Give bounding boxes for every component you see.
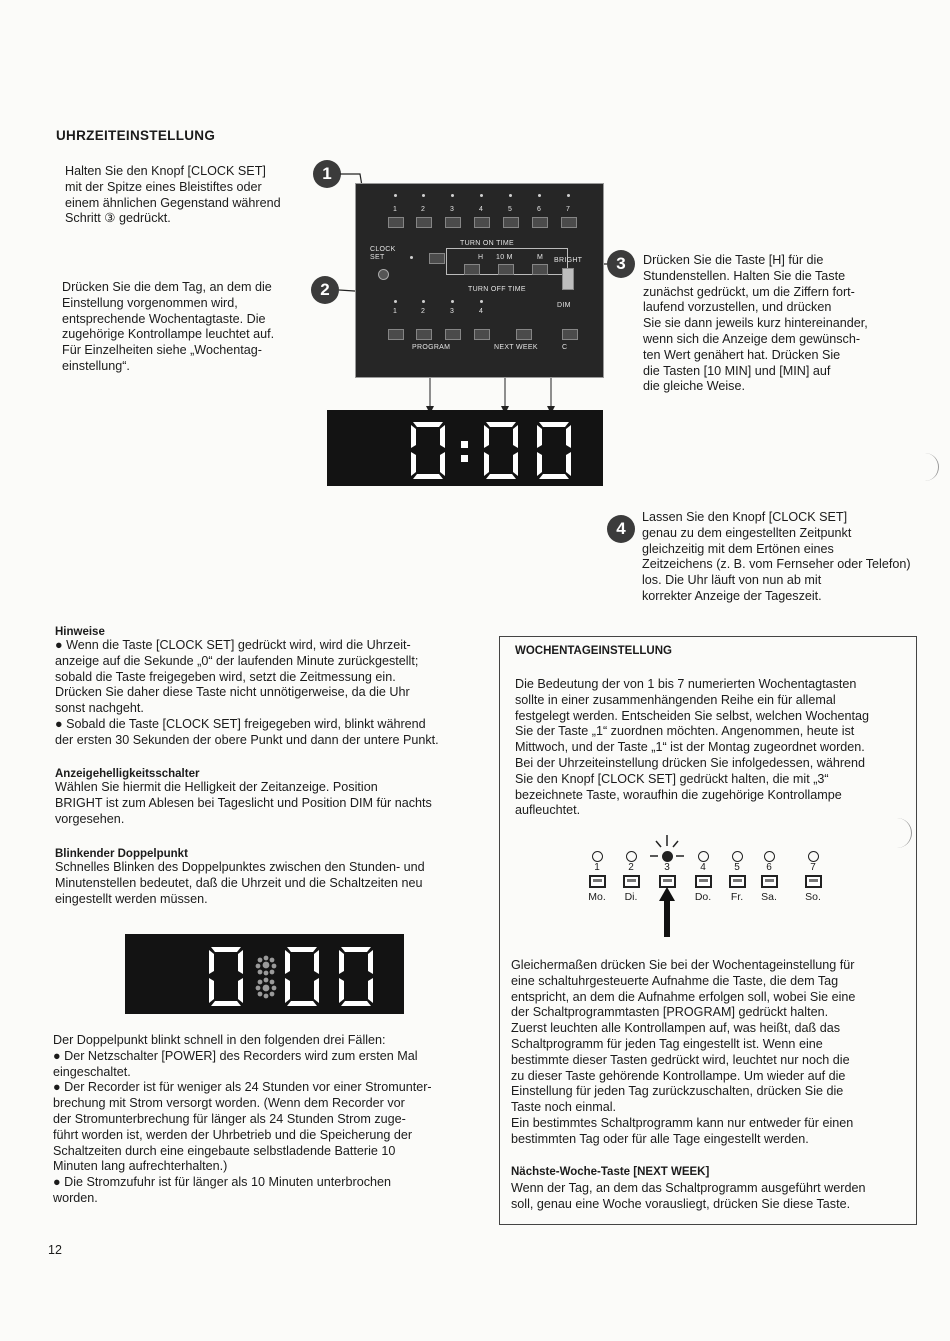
step1-line: mit der Spitze eines Bleistiftes oder [65, 179, 262, 194]
day-item-so [797, 851, 829, 903]
step4-line: gleichzeitig mit dem Ertönen eines [642, 541, 834, 556]
faelle-line: führt worden ist, werden der Uhrbetrieb und die Speicherung der [53, 1127, 413, 1142]
day-led [394, 194, 397, 197]
h-button[interactable] [464, 264, 480, 275]
step4-text [642, 510, 942, 605]
brightness-switch[interactable] [562, 268, 574, 290]
faelle-line: eingeschaltet. [53, 1064, 131, 1079]
faelle-line: Minuten lang aufrechterhalten.) [53, 1159, 228, 1174]
helligkeit-body [55, 780, 475, 827]
step2-line: zugehörige Kontrollampe leuchtet auf. [62, 327, 275, 342]
step3-line: wenn sich die Anzeige dem gewünsch- [643, 331, 861, 346]
wochentag-line2: Einstellung für jeden Tag zurückzuschalten, drücken Sie die [511, 1084, 844, 1099]
day-led [567, 194, 570, 197]
faelle-line: ● Die Stromzufuhr ist für länger als 10 Minuten unterbrochen [53, 1175, 392, 1190]
ten-m-label: 10 M [496, 254, 513, 261]
wochentag-line: festgelegt werden. Entscheiden Sie selbst, welchen Wochentag [515, 708, 870, 723]
pressed-key-illustration [640, 833, 694, 943]
led [410, 256, 413, 259]
day-button-2[interactable] [416, 217, 432, 228]
day-number: 7 [566, 206, 571, 213]
wochentag-line2: Schaltprogramm für jeden Tag eingestellt ist. Wenn eine [511, 1036, 823, 1051]
bright-label: BRIGHT [554, 257, 583, 264]
wochentag-line2: bestimmten Tag oder für alle Tage eingestellt werden. [511, 1131, 809, 1146]
day-number: 4 [479, 206, 484, 213]
m-label: M [537, 254, 544, 261]
day-key[interactable] [623, 875, 640, 888]
day-name: Fr. [730, 891, 744, 903]
program-led [480, 300, 483, 303]
hinweise-line: anzeige auf die Sekunde „0“ der laufenden Minute zurückgestellt; [55, 653, 419, 668]
faelle-body [53, 1033, 473, 1207]
page-title: UHRZEITEINSTELLUNG [56, 128, 216, 143]
doppelpunkt-line: eingestellt werden müssen. [55, 891, 208, 906]
program-button-3[interactable] [445, 329, 461, 340]
day-button-6[interactable] [532, 217, 548, 228]
next-week-line: soll, genau eine Woche vorausliegt, drücken Sie diese Taste. [511, 1196, 851, 1211]
day-number: 3 [450, 206, 455, 213]
program-button-2[interactable] [416, 329, 432, 340]
step4-badge: 4 [607, 515, 635, 543]
wochentag-body-2 [511, 958, 911, 1148]
faelle-line: brechung mit Strom versorgt worden. (Wenn dem Recorder vor [53, 1096, 405, 1111]
wochentag-line: Die Bedeutung der von 1 bis 7 numerierten Wochentagtasten [515, 677, 857, 691]
program-number: 4 [479, 308, 484, 315]
day-key[interactable] [589, 875, 606, 888]
faelle-line: worden. [53, 1190, 98, 1205]
wochentag-line: bezeichnete Taste, woraufhin die zugehörige Kontrollampe [515, 787, 842, 802]
step3-line: Stundenstellen. Halten Sie die Taste [643, 268, 846, 283]
wochentag-line: Sie der Taste „1“ zuordnen möchten. Angenommen, heute ist [515, 724, 855, 739]
wochentag-line: sollte in einer zusammenhängenden Reihe ein für allemal [515, 692, 836, 707]
page-number: 12 [48, 1243, 62, 1257]
step4-line: Lassen Sie den Knopf [CLOCK SET] [642, 510, 848, 524]
helligkeit-line: Wählen Sie hiermit die Helligkeit der Zeitanzeige. Position [55, 780, 378, 794]
doppelpunkt-line: Minutenstellen bedeutet, daß die Uhrzeit und die Schaltzeiten neu [55, 875, 423, 890]
doppelpunkt-line: Schnelles Blinken des Doppelpunktes zwischen den Stunden- und [55, 860, 425, 874]
step3-line: ten Wert genähert hat. Drücken Sie [643, 347, 841, 362]
day-item-sa [753, 851, 785, 903]
clear-button[interactable] [562, 329, 578, 340]
clock-set-label: CLOCK SET [370, 246, 396, 261]
ten-min-button[interactable] [498, 264, 514, 275]
program-button-1[interactable] [388, 329, 404, 340]
wochentag-line2: bestimmte dieser Tasten gedrückt wird, leuchtet nur noch die [511, 1052, 850, 1067]
helligkeit-section [55, 768, 475, 827]
step3-line: die Tasten [10 MIN] und [MIN] auf [643, 363, 831, 378]
clock-display [327, 410, 603, 486]
turn-off-time-label: TURN OFF TIME [468, 286, 526, 293]
step3-text [643, 253, 923, 395]
wochentag-line2: entspricht, an dem die Aufnahme erfolgen soll, wobei Sie eine [511, 989, 856, 1004]
next-week-title: Nächste-Woche-Taste [NEXT WEEK] [511, 1166, 710, 1178]
day-number: 5 [508, 206, 513, 213]
wochentag-line2: Gleichermaßen drücken Sie bei der Wochentageinstellung für [511, 958, 855, 972]
step2-line: entsprechende Wochentagtaste. Die [62, 311, 266, 326]
step2-line: Drücken Sie die dem Tag, an dem die [62, 280, 272, 294]
day-key[interactable] [805, 875, 822, 888]
step3-line: zunächst gedrückt, um die Ziffern fort- [643, 284, 855, 299]
wochentag-title: WOCHENTAGEINSTELLUNG [515, 645, 672, 657]
day-key[interactable] [729, 875, 746, 888]
day-button-5[interactable] [503, 217, 519, 228]
doppelpunkt-body [55, 860, 475, 907]
faelle-line: der Stromunterbrechung für länger als 24 Stunden Strom zuge- [53, 1111, 406, 1126]
day-name: So. [805, 891, 821, 903]
day-key[interactable] [695, 875, 712, 888]
day-lamp [626, 851, 637, 862]
day-number: 6 [766, 862, 772, 873]
hinweise-line: sonst nachgeht. [55, 701, 144, 716]
turn-on-time-label: TURN ON TIME [460, 240, 515, 247]
step1-badge: 1 [313, 160, 341, 188]
wochentag-line2: Zuerst leuchten alle Kontrollampen auf, was heißt, daß das [511, 1021, 841, 1036]
wochentag-line: Bei der Uhrzeiteinstellung drücken Sie infolgedessen, während [515, 755, 866, 770]
wochentag-body [515, 677, 910, 819]
day-number: 3 [664, 862, 670, 873]
hinweise-title: Hinweise [55, 626, 105, 638]
day-name: Do. [694, 891, 712, 903]
step4-line: los. Die Uhr läuft von nun ab mit [642, 573, 822, 588]
faelle-line: Schaltzeiten durch eine eingebaute selbstladende Batterie 10 [53, 1143, 396, 1158]
program-led [422, 300, 425, 303]
doppelpunkt-section [55, 848, 475, 907]
step1-line: einem ähnlichen Gegenstand während [65, 195, 281, 210]
dim-label: DIM [557, 302, 571, 309]
day-number: 2 [421, 206, 426, 213]
step1-line: Schritt ③ gedrückt. [65, 211, 171, 226]
day-number: 4 [700, 862, 706, 873]
hinweise-line: sobald die Taste freigegeben wird, setzt die Zeitmessung ein. [55, 669, 396, 684]
step3-line: die gleiche Weise. [643, 379, 745, 394]
on-button[interactable] [429, 253, 445, 264]
c-label: C [562, 344, 568, 351]
hinweise-line: ● Wenn die Taste [CLOCK SET] gedrückt wird, wird die Uhrzeit- [55, 638, 411, 652]
day-lamp [698, 851, 709, 862]
day-lamp [764, 851, 775, 862]
day-number: 2 [628, 862, 634, 873]
step2-line: Einstellung vorgenommen wird, [62, 295, 238, 310]
program-led [451, 300, 454, 303]
wochentag-box [499, 636, 917, 1225]
step3-line: laufend vorzustellen, und drücken [643, 300, 832, 315]
wochentag-line2: Ein bestimmtes Schaltprogramm kann nur entweder für einen [511, 1115, 854, 1130]
step2-line: Für Einzelheiten siehe „Wochentag- [62, 343, 262, 358]
wochentag-line2: der Schaltprogrammtasten [PROGRAM] gedrückt halten. [511, 1005, 829, 1020]
faelle-line: Der Doppelpunkt blinkt schnell in den folgenden drei Fällen: [53, 1033, 386, 1047]
day-button-3[interactable] [445, 217, 461, 228]
seven-segment-digits [327, 410, 603, 486]
day-name: Sa. [761, 891, 777, 903]
step4-line: Zeitzeichens (z. B. vom Fernseher oder Telefon) [642, 557, 911, 572]
wochentag-line: Sie den Knopf [CLOCK SET] gedrückt halten, die mit „3“ [515, 771, 829, 786]
hinweise-line: ● Sobald die Taste [CLOCK SET] freigegeben wird, blinkt während [55, 716, 426, 731]
program-number: 1 [393, 308, 398, 315]
next-week-label: NEXT WEEK [494, 344, 538, 351]
h-label: H [478, 254, 484, 261]
day-name: Di. [624, 891, 638, 903]
day-led [480, 194, 483, 197]
day-button-4[interactable] [474, 217, 490, 228]
step3-badge: 3 [607, 250, 635, 278]
day-name: Mo. [588, 891, 606, 903]
day-number: 1 [393, 206, 398, 213]
min-button[interactable] [532, 264, 548, 275]
day-lamp [808, 851, 819, 862]
program-label: PROGRAM [412, 344, 451, 351]
day-button-7[interactable] [561, 217, 577, 228]
program-number: 3 [450, 308, 455, 315]
day-item-mo [581, 851, 613, 903]
day-led [422, 194, 425, 197]
step4-line: korrekter Anzeige der Tageszeit. [642, 588, 822, 603]
step1-line: Halten Sie den Knopf [CLOCK SET] [65, 164, 266, 178]
helligkeit-title: Anzeigehelligkeitsschalter [55, 768, 200, 780]
hinweise-body [55, 638, 475, 749]
blinking-display [125, 934, 404, 1014]
day-key[interactable] [761, 875, 778, 888]
day-number: 1 [594, 862, 600, 873]
wochentag-line: Mittwoch, und der Taste „1“ ist der Montag zugeordnet worden. [515, 740, 865, 755]
hinweise-line: Drücken Sie daher diese Taste nicht unnötigerweise, da die Uhr [55, 685, 410, 700]
faelle-line: ● Der Recorder ist für weniger als 24 Stunden vor einer Stromunter- [53, 1080, 432, 1095]
program-number: 2 [421, 308, 426, 315]
faelle-line: ● Der Netzschalter [POWER] des Recorders wird zum ersten Mal [53, 1048, 418, 1063]
doppelpunkt-title: Blinkender Doppelpunkt [55, 848, 188, 860]
control-panel [355, 183, 604, 378]
wochentag-line: aufleuchtet. [515, 803, 581, 818]
day-number: 5 [734, 862, 740, 873]
day-led [451, 194, 454, 197]
step4-line: genau zu dem eingestellten Zeitpunkt [642, 525, 852, 540]
next-week-button[interactable] [516, 329, 532, 340]
program-button-4[interactable] [474, 329, 490, 340]
step2-line: einstellung“. [62, 358, 130, 373]
day-number: 7 [810, 862, 816, 873]
step3-line: Drücken Sie die Taste [H] für die [643, 253, 824, 267]
step3-line: Sie sie dann jeweils kurz hintereinander, [643, 316, 868, 331]
next-week-body [511, 1181, 911, 1213]
hinweise-section [55, 626, 475, 749]
day-led [538, 194, 541, 197]
seven-segment-digits-blink [125, 934, 404, 1014]
step2-badge: 2 [311, 276, 339, 304]
day-led [509, 194, 512, 197]
clock-set-button[interactable] [378, 269, 389, 280]
wochentag-line2: eine schaltuhrgesteuerte Aufnahme die Taste, die dem Tag [511, 973, 839, 988]
arrow-up-icon [659, 887, 675, 937]
day-lamp [592, 851, 603, 862]
wochentag-line2: zu dieser Taste gehörende Kontrollampe. Um wieder auf die [511, 1068, 846, 1083]
helligkeit-line: BRIGHT ist zum Ablesen bei Tageslicht und Position DIM für nachts [55, 795, 432, 810]
helligkeit-line: vorgesehen. [55, 811, 125, 826]
day-number: 6 [537, 206, 542, 213]
hinweise-line: der ersten 30 Sekunden der obere Punkt und dann der untere Punkt. [55, 732, 439, 747]
day-button-1[interactable] [388, 217, 404, 228]
next-week-line: Wenn der Tag, an dem das Schaltprogramm ausgeführt werden [511, 1181, 866, 1195]
day-lamp [732, 851, 743, 862]
day-item-fr [721, 851, 753, 903]
program-led [394, 300, 397, 303]
wochentag-line2: Taste noch einmal. [511, 1100, 617, 1115]
